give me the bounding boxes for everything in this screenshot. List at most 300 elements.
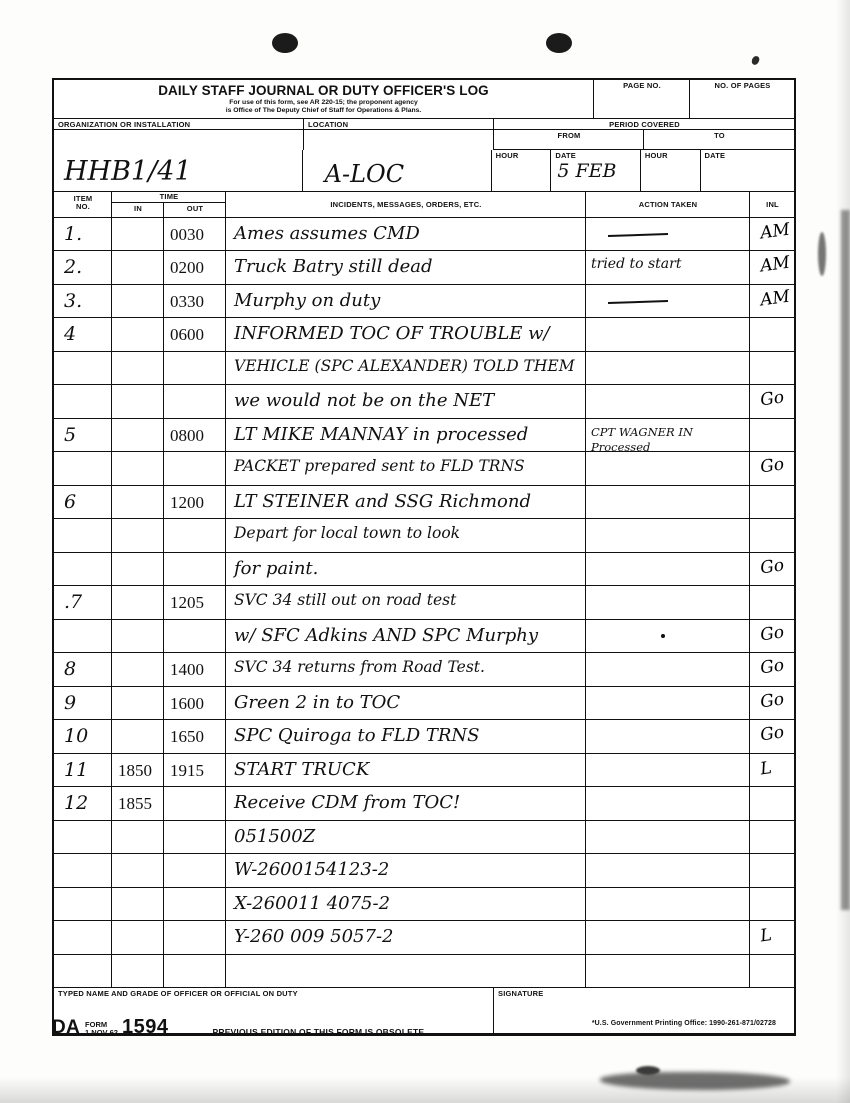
time-out-value: 0200 [170,258,204,278]
cell-item-no[interactable] [54,821,112,855]
table-row [54,687,794,721]
form-edition-label [85,1021,118,1038]
table-row [54,586,794,620]
item-no-value [54,854,111,861]
typed-name-value [54,998,493,1002]
cell-item-no[interactable] [54,285,112,319]
table-row [54,318,794,352]
initials-value: AM [758,252,792,277]
cell-incident[interactable] [226,687,586,721]
cell-time-in[interactable] [112,553,164,587]
time-out-value [164,821,225,829]
item-no-value: .7 [64,591,83,614]
cell-time-in[interactable] [112,385,164,419]
cell-time-in[interactable] [112,687,164,721]
cell-action-taken[interactable] [586,821,750,855]
time-in-value: 1850 [118,760,152,780]
from-date-cell[interactable] [551,150,641,192]
col-header-time-group [112,192,226,218]
initials-value: Go [758,454,786,478]
location-value-spacer [304,130,494,150]
cell-incident[interactable] [226,285,586,319]
cell-action-taken[interactable] [586,385,750,419]
initials-value: Go [758,555,786,579]
cell-action-taken[interactable] [586,352,750,386]
cell-action-taken[interactable] [586,921,750,955]
cell-action-taken[interactable] [586,787,750,821]
cell-time-out[interactable] [164,251,226,285]
time-in-value [112,653,163,661]
table-row [54,519,794,553]
cell-item-no[interactable] [54,352,112,386]
incident-text: VEHICLE (SPC ALEXANDER) TOLD THEM [234,356,575,375]
from-hour-cell[interactable] [492,150,552,192]
time-in-value [112,419,163,427]
time-out-value: 0600 [170,325,204,345]
col-header-incidents-label: INCIDENTS, MESSAGES, ORDERS, ETC. [330,199,482,209]
cell-time-in[interactable] [112,519,164,553]
initials-value: Go [758,622,786,646]
period-covered-label-cell [494,119,794,130]
action-taken-text [586,720,749,726]
cell-incident[interactable] [226,754,586,788]
incident-text: Green 2 in to TOC [234,691,401,713]
incident-text: X-260011 4075-2 [234,892,391,914]
item-no-value: 11 [64,758,89,781]
cell-incident[interactable] [226,452,586,486]
time-in-value [112,921,163,929]
cell-item-no[interactable] [54,921,112,955]
action-taken-text: CPT WAGNER IN Processed [591,424,693,455]
cell-incident[interactable] [226,787,586,821]
time-in-value [112,218,163,226]
cell-incident[interactable] [226,620,586,654]
cell-item-no[interactable] [54,888,112,922]
cell-time-out[interactable] [164,352,226,386]
cell-time-in[interactable] [112,251,164,285]
action-taken-text [586,486,749,492]
col-header-in: IN [134,203,142,213]
cell-initials[interactable] [750,955,794,989]
cell-item-no[interactable] [54,486,112,520]
to-date-label: DATE [704,150,726,160]
location-label: LOCATION [308,119,349,129]
col-header-item-no-line1: ITEM [73,193,93,203]
time-out-value [164,888,225,896]
table-row [54,218,794,252]
initials-value: Go [758,722,786,746]
to-date-cell[interactable] [701,150,794,192]
cell-action-taken[interactable] [586,854,750,888]
location-value: A-LOC [324,159,405,188]
table-row [54,888,794,922]
action-taken-text [586,352,749,358]
initials-value: AM [758,219,792,244]
hole-punch-right [546,33,572,53]
item-no-value: 6 [64,490,77,513]
item-no-value: 1. [64,222,83,245]
cell-time-in[interactable] [112,955,164,989]
organization-value-cell[interactable] [54,150,303,192]
cell-action-taken[interactable] [586,653,750,687]
cell-action-taken[interactable] [586,586,750,620]
cell-incident[interactable] [226,218,586,252]
table-row [54,452,794,486]
time-in-value [112,955,163,963]
to-date-value [701,160,794,162]
cell-time-in[interactable] [112,486,164,520]
cell-action-taken[interactable] [586,519,750,553]
action-taken-text [586,519,749,525]
cell-action-taken[interactable] [586,620,750,654]
action-taken-text [586,318,749,324]
cell-action-taken[interactable] [586,486,750,520]
form-header-row [54,80,794,119]
initials-value: Go [758,387,786,411]
cell-item-no[interactable] [54,318,112,352]
col-header-item-no-line2: NO. [76,201,90,211]
signature-value [494,998,794,1002]
time-in-value [112,385,163,393]
organization-label: ORGANIZATION OR INSTALLATION [58,119,191,129]
no-of-pages-value [690,90,794,96]
col-header-time: TIME [159,191,179,201]
cell-item-no[interactable] [54,419,112,453]
cell-item-no[interactable] [54,553,112,587]
cell-time-in[interactable] [112,787,164,821]
form-subtitle-line1: For use of this form, see AR 220-15; the proponent agency [229,99,418,106]
cell-time-out[interactable] [164,553,226,587]
incident-text: START TRUCK [234,758,370,780]
action-dot-mark [661,634,665,638]
time-in-value [112,486,163,494]
no-of-pages-field[interactable] [690,80,794,119]
cell-action-taken[interactable] [586,318,750,352]
item-no-value [54,385,111,392]
cell-item-no[interactable] [54,385,112,419]
incident-text [226,955,585,962]
to-label: TO [714,130,725,140]
initials-value: AM [758,286,792,311]
form-header-row-3 [54,130,794,150]
organization-label-cell [54,119,304,130]
col-header-inl-label: INL [766,199,779,209]
item-no-value [54,352,111,359]
incident-text: SPC Quiroga to FLD TRNS [234,725,480,747]
form-header-row-2 [54,119,794,130]
da-label: DA [52,1017,81,1038]
cell-time-out[interactable] [164,720,226,754]
time-in-value [112,854,163,862]
cell-item-no[interactable] [54,787,112,821]
scan-gradient-right [836,0,850,1103]
action-taken-text [586,787,749,793]
location-label-cell [304,119,494,130]
location-value-cell[interactable] [303,150,492,192]
table-row [54,385,794,419]
time-out-value [164,955,225,963]
cell-time-in[interactable] [112,854,164,888]
table-row [54,955,794,989]
cell-time-in[interactable] [112,888,164,922]
time-in-value [112,821,163,829]
cell-time-in[interactable] [112,452,164,486]
cell-time-in[interactable] [112,821,164,855]
table-row [54,854,794,888]
action-taken-text [586,586,749,592]
cell-time-in[interactable] [112,620,164,654]
cell-action-taken[interactable] [586,452,750,486]
time-out-value [164,452,225,460]
incident-text: we would not be on the NET [234,390,495,412]
col-header-out: OUT [186,203,204,213]
cell-time-out[interactable] [164,519,226,553]
time-out-value [164,385,225,393]
cell-time-out[interactable] [164,318,226,352]
cell-time-out[interactable] [164,218,226,252]
action-taken-text [586,653,749,659]
cell-incident[interactable] [226,385,586,419]
hole-punch-left [272,33,298,53]
cell-time-in[interactable] [112,653,164,687]
period-covered-label: PERIOD COVERED [609,119,680,129]
cell-item-no[interactable] [54,687,112,721]
item-no-value: 12 [64,792,89,815]
cell-incident[interactable] [226,486,586,520]
page-no-value [594,90,689,96]
incident-text: INFORMED TOC OF TROUBLE w/ [234,323,550,345]
table-row [54,921,794,955]
table-row [54,787,794,821]
incident-text: LT STEINER and SSG Richmond [234,490,531,512]
cell-item-no[interactable] [54,653,112,687]
cell-item-no[interactable] [54,720,112,754]
incident-text: 051500Z [234,825,316,847]
time-out-value: 0030 [170,224,204,244]
table-row [54,653,794,687]
cell-incident[interactable] [226,955,586,989]
item-no-value [54,821,111,828]
action-dash-mark [608,300,668,304]
item-no-value [54,921,111,928]
cell-item-no[interactable] [54,452,112,486]
cell-incident[interactable] [226,318,586,352]
cell-time-in[interactable] [112,586,164,620]
cell-time-in[interactable] [112,754,164,788]
cell-action-taken[interactable] [586,754,750,788]
form-subtitle [54,99,593,118]
form-title: DAILY STAFF JOURNAL OR DUTY OFFICER'S LOG [158,83,489,98]
item-no-value [54,955,111,962]
item-no-value [54,888,111,895]
time-in-value [112,553,163,561]
action-taken-text [586,854,749,860]
initials-value: L [758,925,773,947]
time-out-value [164,352,225,360]
col-header-incidents [226,192,586,218]
cell-action-taken[interactable] [586,720,750,754]
cell-action-taken[interactable] [586,218,750,252]
item-no-value: 9 [64,691,77,714]
cell-time-in[interactable] [112,921,164,955]
cell-action-taken[interactable] [586,955,750,989]
table-row [54,419,794,453]
page-no-label: PAGE NO. [623,81,661,90]
form-edition-line2: 1 NOV 62 [85,1027,118,1037]
cell-time-in[interactable] [112,318,164,352]
cell-action-taken[interactable] [586,687,750,721]
cell-time-out[interactable] [164,419,226,453]
table-row [54,553,794,587]
time-out-value: 1205 [170,593,204,613]
col-header-item-no [54,192,112,218]
form-number: 1594 [121,1016,169,1038]
incident-text: LT MIKE MANNAY in processed [234,423,529,445]
cell-incident[interactable] [226,653,586,687]
cell-incident[interactable] [226,251,586,285]
cell-action-taken[interactable] [586,285,750,319]
incident-text: for paint. [234,557,319,579]
cell-action-taken[interactable] [586,888,750,922]
cell-item-no[interactable] [54,519,112,553]
cell-item-no[interactable] [54,218,112,252]
time-in-value [112,285,163,293]
time-out-value [164,553,225,561]
item-no-value [54,620,111,627]
table-row [54,720,794,754]
table-row [54,821,794,855]
page-no-field[interactable] [594,80,690,119]
item-no-value: 5 [64,423,77,446]
cell-time-out[interactable] [164,687,226,721]
from-date-value: 5 FEB [557,159,617,182]
form-header-row-4 [54,150,794,192]
cell-item-no[interactable] [54,586,112,620]
cell-time-out[interactable] [164,620,226,654]
col-header-action-taken [586,192,750,218]
time-out-value: 0800 [170,425,204,445]
cell-incident[interactable] [226,586,586,620]
col-header-action-taken-label: ACTION TAKEN [638,199,698,209]
cell-time-in[interactable] [112,720,164,754]
time-in-value [112,720,163,728]
table-row [54,754,794,788]
incident-text: PACKET prepared sent to FLD TRNS [234,457,525,476]
time-out-value: 1650 [170,727,204,747]
table-row [54,486,794,520]
time-out-value [164,921,225,929]
cell-item-no[interactable] [54,620,112,654]
cell-incident[interactable] [226,720,586,754]
time-out-value: 0330 [170,291,204,311]
form-bottom-imprint [52,1016,812,1039]
cell-incident[interactable] [226,888,586,922]
cell-time-out[interactable] [164,285,226,319]
cell-incident[interactable] [226,419,586,453]
action-taken-text [586,821,749,827]
cell-item-no[interactable] [54,754,112,788]
cell-time-out[interactable] [164,787,226,821]
cell-action-taken[interactable] [586,553,750,587]
time-in-value [112,452,163,460]
cell-time-out[interactable] [164,486,226,520]
from-label: FROM [557,130,581,140]
organization-value: HHB1/41 [64,155,192,187]
cell-incident[interactable] [226,854,586,888]
table-row [54,620,794,654]
item-no-value: 3. [64,289,83,312]
cell-time-out[interactable] [164,955,226,989]
table-header-row [54,192,794,218]
action-taken-text [586,888,749,894]
from-hour-label: HOUR [495,150,519,160]
da-form-1594 [52,78,796,1036]
cell-time-in[interactable] [112,218,164,252]
time-in-value [112,888,163,896]
table-row [54,251,794,285]
typed-name-label: TYPED NAME AND GRADE OF OFFICER OR OFFICIAL ON DUTY [58,989,298,999]
no-of-pages-label: NO. OF PAGES [714,81,771,90]
incident-text: Ames assumes CMD [234,222,420,244]
cell-incident[interactable] [226,921,586,955]
cell-item-no[interactable] [54,955,112,989]
cell-time-out[interactable] [164,452,226,486]
cell-time-out[interactable] [164,385,226,419]
cell-action-taken[interactable] [586,419,750,453]
cell-incident[interactable] [226,821,586,855]
cell-time-out[interactable] [164,821,226,855]
cell-time-out[interactable] [164,653,226,687]
item-no-value: 2. [64,256,83,279]
initials-value: Go [758,655,786,679]
cell-time-out[interactable] [164,921,226,955]
cell-incident[interactable] [226,553,586,587]
cell-time-in[interactable] [112,285,164,319]
cell-action-taken[interactable] [586,251,750,285]
cell-time-out[interactable] [164,586,226,620]
from-date-label: DATE [555,150,576,160]
form-edition-line1: FORM [85,1019,108,1029]
incident-text: SVC 34 returns from Road Test. [234,658,485,677]
item-no-value [54,452,111,459]
cell-item-no[interactable] [54,854,112,888]
time-in-value [112,352,163,360]
time-in-value [112,251,163,259]
time-out-value: 1400 [170,660,204,680]
cell-time-out[interactable] [164,754,226,788]
cell-time-out[interactable] [164,854,226,888]
item-no-value: 4 [64,323,77,346]
time-in-value [112,586,163,594]
cell-incident[interactable] [226,352,586,386]
cell-item-no[interactable] [54,251,112,285]
cell-time-in[interactable] [112,352,164,386]
form-subtitle-line2: is Office of The Deputy Chief of Staff for Operations & Plans. [225,107,422,115]
cell-time-out[interactable] [164,888,226,922]
cell-time-in[interactable] [112,419,164,453]
time-in-value [112,318,163,326]
time-out-value: 1600 [170,693,204,713]
time-in-value [112,687,163,695]
previous-edition-note: PREVIOUS EDITION OF THIS FORM IS OBSOLETE. [212,1027,427,1037]
cell-incident[interactable] [226,519,586,553]
time-out-value [164,787,225,795]
incident-text: Depart for local town to look [234,524,461,543]
incident-text: w/ SFC Adkins AND SPC Murphy [234,624,538,646]
to-hour-cell[interactable] [641,150,701,192]
from-label-cell [494,130,644,150]
action-taken-text [586,955,749,961]
